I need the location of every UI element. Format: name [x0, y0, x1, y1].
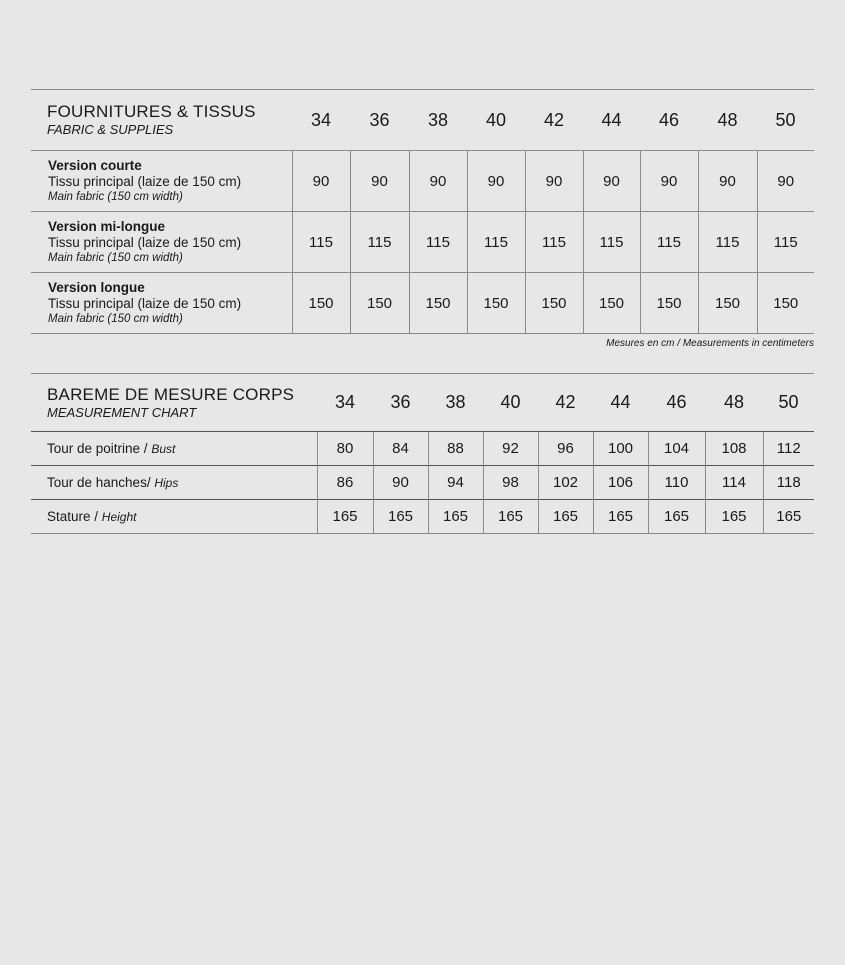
table-cell: 102: [538, 466, 593, 500]
table-cell: 150: [525, 273, 583, 334]
row-label: [31, 500, 317, 534]
fabric-header-row: [31, 90, 814, 151]
table-cell: 150: [583, 273, 640, 334]
table-cell: 90: [525, 151, 583, 212]
table-row: [31, 151, 814, 212]
row-label: [31, 273, 292, 334]
measure-label-fr: Tour de hanches/: [47, 475, 151, 490]
table-cell: 165: [648, 500, 705, 534]
table-cell: 165: [593, 500, 648, 534]
fabric-description-en: Main fabric (150 cm width): [48, 312, 183, 325]
measurement-title: BAREME DE MESURE CORPS: [47, 384, 295, 404]
table-cell: 165: [538, 500, 593, 534]
size-header: 50: [775, 109, 796, 130]
table-cell: 115: [409, 212, 467, 273]
table-cell: 115: [525, 212, 583, 273]
size-header: 38: [427, 109, 449, 130]
table-cell: 84: [373, 432, 428, 466]
table-cell: 165: [373, 500, 428, 534]
size-header: 36: [369, 109, 390, 130]
table-cell: 115: [698, 212, 757, 273]
size-header: 42: [555, 392, 576, 412]
size-header: 38: [445, 392, 466, 412]
table-cell: 118: [763, 466, 814, 500]
fabric-table-title: [31, 90, 292, 151]
table-row: [31, 273, 814, 334]
table-cell: 86: [317, 466, 373, 500]
version-name: Version mi-longue: [48, 218, 166, 234]
table-cell: 90: [292, 151, 350, 212]
measure-label-en: Hips: [154, 476, 179, 490]
table-cell: 92: [483, 432, 538, 466]
version-name: Version longue: [48, 279, 145, 295]
row-label: [31, 151, 292, 212]
table-cell: 94: [428, 466, 483, 500]
measure-label-fr: Stature /: [47, 509, 99, 524]
table-cell: 150: [698, 273, 757, 334]
table-cell: 150: [350, 273, 409, 334]
table-cell: 115: [292, 212, 350, 273]
measure-label-en: Height: [101, 510, 137, 524]
table-cell: 114: [705, 466, 763, 500]
measurement-header-row: [31, 374, 814, 432]
size-header: 44: [610, 392, 631, 412]
table-cell: 165: [428, 500, 483, 534]
size-header: 34: [334, 392, 356, 412]
size-header: 34: [310, 109, 332, 130]
table-cell: 90: [409, 151, 467, 212]
fabric-description: Tissu principal (laize de 150 cm): [48, 173, 242, 189]
fabric-description-en: Main fabric (150 cm width): [48, 190, 183, 203]
measurement-table-title: [31, 374, 317, 432]
table-row: [31, 432, 814, 466]
row-label: [31, 466, 317, 500]
table-cell: 88: [428, 432, 483, 466]
table-cell: 90: [467, 151, 525, 212]
table-cell: 90: [350, 151, 409, 212]
table-row: [31, 212, 814, 273]
table-cell: 112: [763, 432, 814, 466]
table-cell: 80: [317, 432, 373, 466]
version-name: Version courte: [48, 157, 142, 173]
table-cell: 150: [409, 273, 467, 334]
table-cell: 165: [705, 500, 763, 534]
measure-label-en: Bust: [151, 442, 176, 456]
row-label: [31, 212, 292, 273]
size-header: 48: [717, 109, 738, 130]
table-cell: 115: [757, 212, 814, 273]
fabric-subtitle: FABRIC & SUPPLIES: [47, 122, 174, 137]
size-header: 42: [543, 109, 565, 130]
fabric-title: FOURNITURES & TISSUS: [47, 102, 256, 121]
table-cell: 110: [648, 466, 705, 500]
table-cell: 150: [292, 273, 350, 334]
size-header: 46: [666, 392, 687, 412]
size-header: 44: [601, 109, 622, 130]
measure-label-fr: Tour de poitrine /: [47, 441, 148, 456]
table-cell: 108: [705, 432, 763, 466]
size-header: 50: [778, 392, 799, 412]
measurement-subtitle: MEASUREMENT CHART: [47, 404, 197, 420]
size-header: 36: [390, 392, 411, 412]
table-cell: 165: [317, 500, 373, 534]
table-cell: 150: [467, 273, 525, 334]
table-cell: 100: [593, 432, 648, 466]
table-cell: 98: [483, 466, 538, 500]
table-cell: 90: [757, 151, 814, 212]
table-cell: 150: [757, 273, 814, 334]
table-cell: 90: [698, 151, 757, 212]
table-cell: 150: [640, 273, 698, 334]
table-cell: 115: [640, 212, 698, 273]
table-cell: 165: [483, 500, 538, 534]
table-row: [31, 500, 814, 534]
table-cell: 96: [538, 432, 593, 466]
table-cell: 90: [640, 151, 698, 212]
table-cell: 90: [373, 466, 428, 500]
table-cell: 90: [583, 151, 640, 212]
table-cell: 115: [583, 212, 640, 273]
fabric-description: Tissu principal (laize de 150 cm): [48, 295, 242, 311]
table-cell: 115: [350, 212, 409, 273]
table-cell: 115: [467, 212, 525, 273]
size-header: 48: [723, 392, 745, 412]
size-header: 46: [658, 109, 680, 130]
measurement-chart-table: [31, 373, 814, 534]
table-cell: 106: [593, 466, 648, 500]
fabric-description-en: Main fabric (150 cm width): [48, 251, 183, 264]
table-cell: 165: [763, 500, 814, 534]
size-header: 40: [485, 109, 507, 130]
row-label: [31, 432, 317, 466]
fabric-description: Tissu principal (laize de 150 cm): [48, 234, 242, 250]
table-cell: 104: [648, 432, 705, 466]
fabric-supplies-table: [31, 89, 814, 334]
measurement-unit-note: Mesures en cm / Measurements in centimeters: [606, 338, 814, 349]
size-header: 40: [500, 392, 521, 412]
table-row: [31, 466, 814, 500]
